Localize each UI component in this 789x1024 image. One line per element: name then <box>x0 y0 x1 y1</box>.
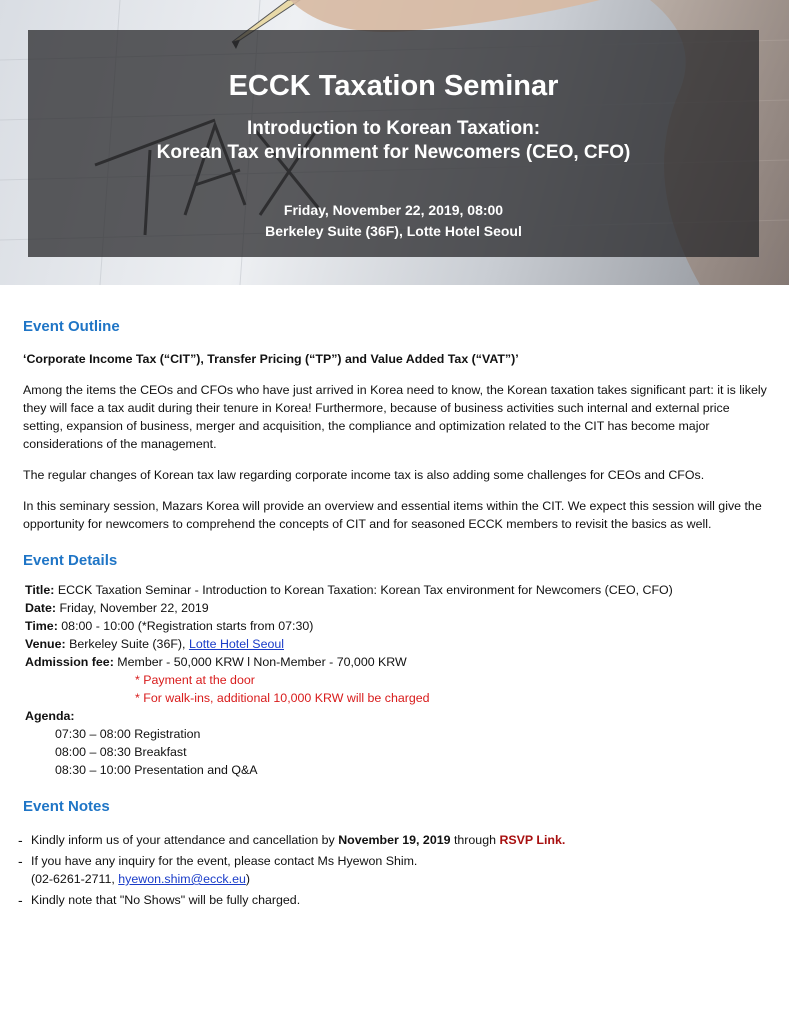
seminar-title: ECCK Taxation Seminar <box>228 70 559 102</box>
detail-title-label: Title: <box>25 583 55 597</box>
note2-phone: (02-6261-2711, <box>31 872 115 886</box>
note1-deadline: November 19, 2019 <box>338 833 451 847</box>
notes-list <box>18 831 768 909</box>
agenda-item: 08:30 – 10:00 Presentation and Q&A <box>55 763 258 777</box>
detail-date-value: Friday, November 22, 2019 <box>59 601 209 615</box>
event-outline-section <box>23 317 768 533</box>
dash-bullet: - <box>18 892 23 908</box>
note2-text: If you have any inquiry for the event, please contact Ms Hyewon Shim. <box>31 854 418 868</box>
note2-close: ) <box>245 872 250 886</box>
agenda-item: 07:30 – 08:00 Registration <box>55 727 201 741</box>
detail-venue-label: Venue: <box>25 637 66 651</box>
detail-date-label: Date: <box>25 601 56 615</box>
detail-time-value: 08:00 - 10:00 (*Registration starts from 07:30) <box>61 619 314 633</box>
outline-subtitle: ‘Corporate Income Tax (“CIT”), Transfer Pricing (“TP”) and Value Added Tax (“VAT”)’ <box>23 352 519 366</box>
note3-text: Kindly note that "No Shows" will be fully charged. <box>31 893 301 907</box>
event-outline-heading: Event Outline <box>23 318 120 335</box>
agenda-label-row <box>25 707 768 725</box>
outline-paragraph: In this seminary session, Mazars Korea will provide an overview and essential items within the CIT. We expect this session will give the opportunity for newcomers to comprehend the concepts of CIT and for seasoned ECCK members to revisit the basics as well. <box>23 499 762 531</box>
detail-title-value: ECCK Taxation Seminar - Introduction to Korean Taxation: Korean Tax environment for Newcomers (CEO, CFO) <box>57 583 673 597</box>
fee-note-walkins: * For walk-ins, additional 10,000 KRW will be charged <box>135 691 430 705</box>
detail-title-row <box>25 581 768 599</box>
detail-date-row <box>25 599 768 617</box>
outline-paragraph: The regular changes of Korean tax law regarding corporate income tax is also adding some challenges for CEOs and CFOs. <box>23 468 705 482</box>
photo-caption: TAX <box>0 0 2 1</box>
agenda-label: Agenda: <box>25 709 75 723</box>
agenda-item: 08:00 – 08:30 Breakfast <box>55 745 187 759</box>
outline-paragraph: Among the items the CEOs and CFOs who have just arrived in Korea need to know, the Korean taxation takes significant part: it is likely they will face a tax audit during their tenure in Korea! Furthermore, because of business activities such internal and external price setting, expansion of business, merger and acquisition, the compliance and optimization related to the CIT has become major considerations of the management. <box>23 383 767 451</box>
event-details-heading: Event Details <box>23 552 118 569</box>
note-no-shows <box>18 891 768 909</box>
hero-overlay-panel <box>28 30 759 257</box>
detail-venue-value: Berkeley Suite (36F), <box>69 637 186 651</box>
detail-venue-row <box>25 635 768 653</box>
hero-banner <box>0 0 789 285</box>
detail-time-row <box>25 617 768 635</box>
seminar-subtitle-line2: Korean Tax environment for Newcomers (CEO, CFO) <box>156 142 631 163</box>
contact-email-link[interactable]: hyewon.shim@ecck.eu <box>118 872 246 886</box>
main-content <box>18 317 768 912</box>
lotte-hotel-link[interactable]: Lotte Hotel Seoul <box>188 637 284 651</box>
fee-note-payment: * Payment at the door <box>135 673 255 687</box>
event-notes-heading: Event Notes <box>23 798 110 815</box>
dash-bullet: - <box>18 832 23 848</box>
note-attendance <box>18 831 768 849</box>
seminar-date: Friday, November 22, 2019, 08:00 <box>283 202 504 218</box>
dash-bullet: - <box>18 853 23 869</box>
note-inquiry <box>18 852 768 888</box>
note1-through: through <box>453 833 496 847</box>
rsvp-link[interactable]: RSVP Link. <box>499 833 566 847</box>
detail-fee-label: Admission fee: <box>25 655 114 669</box>
details-list <box>23 581 768 779</box>
detail-fee-row <box>25 653 768 671</box>
detail-fee-value: Member - 50,000 KRW l Non-Member - 70,000 KRW <box>117 655 407 669</box>
note1-text: Kindly inform us of your attendance and cancellation by <box>31 833 335 847</box>
seminar-subtitle-line1: Introduction to Korean Taxation: <box>246 118 541 139</box>
detail-time-label: Time: <box>25 619 58 633</box>
event-notes-section <box>18 797 768 909</box>
seminar-venue: Berkeley Suite (36F), Lotte Hotel Seoul <box>265 223 522 239</box>
event-details-section <box>23 551 768 779</box>
